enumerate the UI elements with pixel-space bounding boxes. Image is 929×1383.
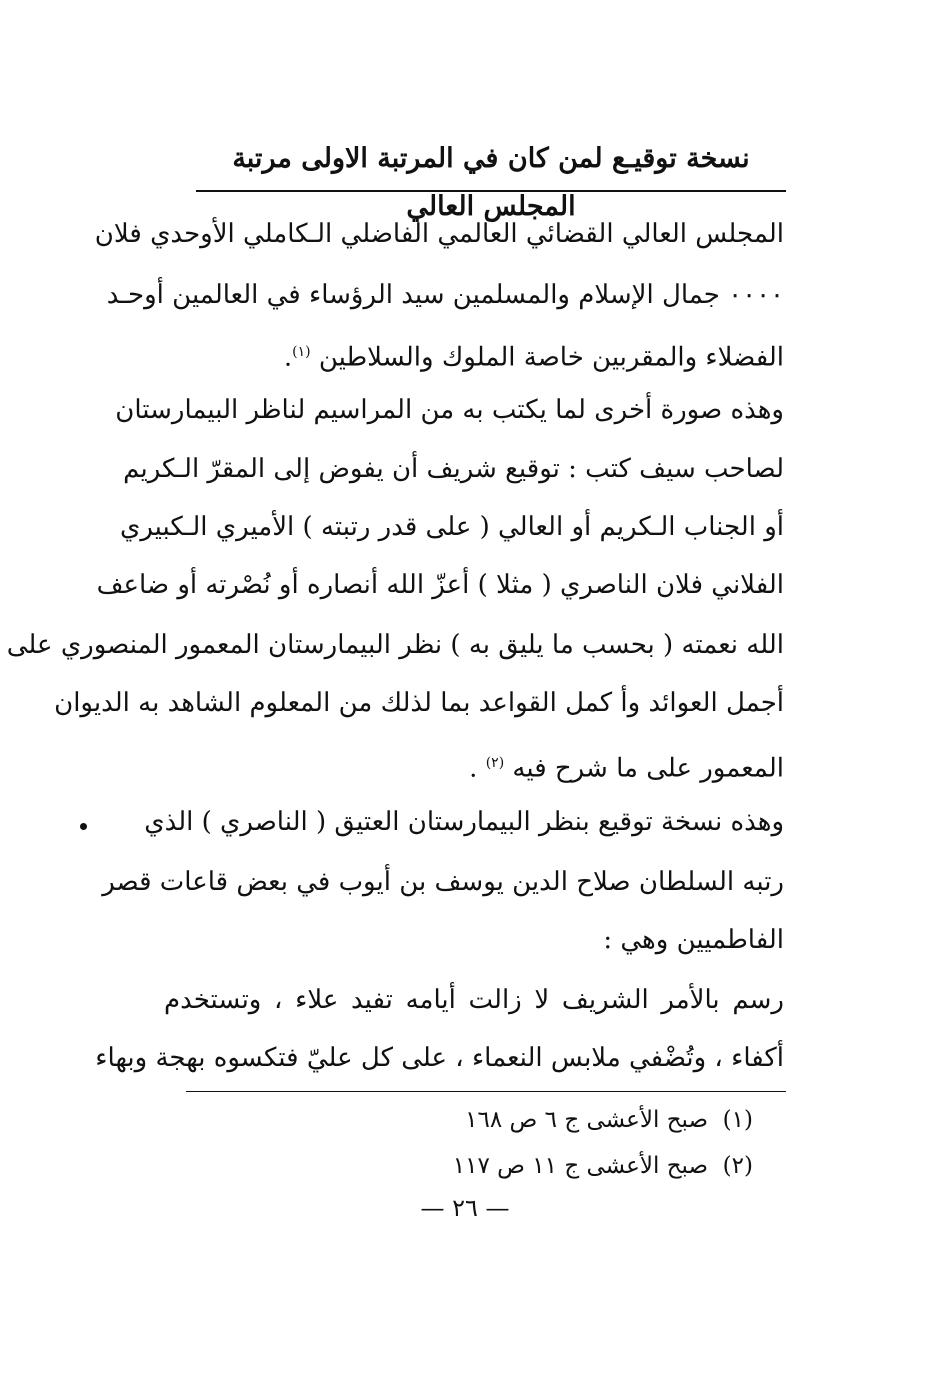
- line-10-period: .: [469, 753, 478, 784]
- text-line-5: لصاحب سيف كتب : توقيع شريف أن يفوض إلى المقرّ الـكريم: [123, 454, 784, 484]
- text-line-7: الفلاني فلان الناصري ( مثلا ) أعزّ الله أنصاره أو نُصْرته أو ضاعف: [96, 570, 784, 600]
- text-line-10-body: المعمور على ما شرح فيه: [512, 753, 784, 784]
- text-line-13: الفاطميين وهي :: [603, 925, 784, 955]
- heading-rule: [196, 190, 786, 192]
- text-line-1: المجلس العالي القضائي العالمي الفاضلي الـكاملي الأوحدي فلان: [94, 219, 784, 249]
- footnote-1: [153, 1100, 753, 1140]
- footnote-1-text: صبح الأعشى ج ٦ ص ١٦٨: [465, 1107, 709, 1133]
- text-line-11: وهذه نسخة توقيع بنظر البيمارستان العتيق ( الناصري ) الذي: [144, 807, 784, 837]
- text-line-6: أو الجناب الـكريم أو العالي ( على قدر رتبته ) الأميري الـكبيري: [119, 512, 784, 542]
- text-line-15: أكفاء ، وتُضْفي ملابس النعماء ، على كل عليّ فتكسوه بهجة وبهاء: [95, 1043, 784, 1073]
- text-line-12: رتبه السلطان صلاح الدين يوسف بن أيوب في بعض قاعات قصر: [102, 867, 784, 897]
- text-line-9: أجمل العوائد وأ كمل القواعد بما لذلك من المعلوم الشاهد به الديوان: [54, 688, 784, 718]
- margin-dot: [80, 823, 87, 830]
- text-line-2: ٠٠٠٠ جمال الإسلام والمسلمين سيد الرؤساء في العالمين أوحـد: [106, 280, 784, 310]
- footnote-2-text: صبح الأعشى ج ١١ ص ١١٧: [452, 1153, 709, 1179]
- section-heading: نسخة توقيـع لمن كان في المرتبة الاولى مرتبة المجلس العالي: [232, 143, 750, 222]
- footnote-1-marker: (١): [722, 1107, 753, 1133]
- text-line-14: رسم بالأمر الشريف لا زالت أيامه تفيد علاء ، وتستخدم: [164, 985, 784, 1015]
- text-line-3: [164, 322, 784, 382]
- text-line-8: الله نعمته ( بحسب ما يليق به ) نظر البيمارستان المعمور المنصوري على: [6, 630, 784, 660]
- page-number: — ٢٦ —: [420, 1194, 510, 1222]
- footnote-2: [153, 1146, 753, 1186]
- text-line-3-body: الفضلاء والمقربين خاصة الملوك والسلاطين: [318, 342, 784, 373]
- footnote-ref-1: (١): [292, 344, 311, 360]
- text-line-10: [164, 733, 784, 793]
- line-3-period: .: [283, 342, 293, 373]
- text-line-4: وهذه صورة أخرى لما يكتب به من المراسيم لناظر البيمارستان: [115, 395, 784, 425]
- footnote-ref-2: (٢): [485, 755, 505, 771]
- footnote-2-marker: (٢): [722, 1153, 753, 1179]
- footnote-rule: [186, 1091, 786, 1092]
